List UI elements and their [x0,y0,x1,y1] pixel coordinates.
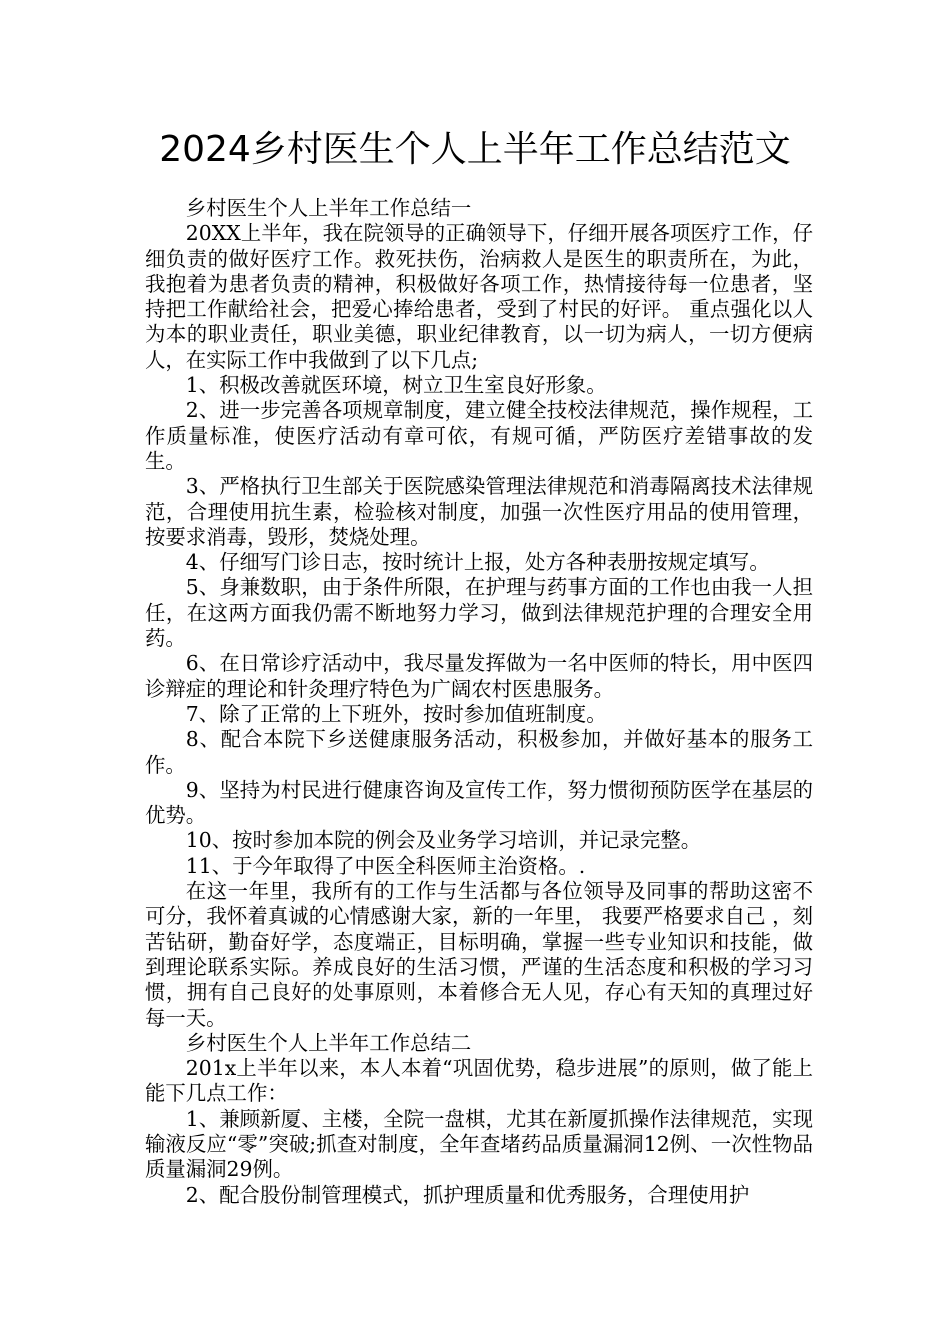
paragraph: 201x上半年以来，本人本着“巩固优势，稳步进展”的原则，做了能上能下几点工作： [145,1056,813,1106]
list-item: 8、配合本院下乡送健康服务活动，积极参加，并做好基本的服务工作。 [145,727,813,777]
list-item: 9、坚持为村民进行健康咨询及宣传工作，努力惯彻预防医学在基层的优势。 [145,777,813,828]
list-item: 4、仔细写门诊日志，按时统计上报，处方各种表册按规定填写。 [185,550,770,575]
list-item: 1、积极改善就医环境，树立卫生室良好形象。 [185,373,607,398]
list-item: 2、配合股份制管理模式，抓护理质量和优秀服务，合理使用护 [185,1182,750,1207]
list-item: 7、除了正常的上下班外，按时参加值班制度。 [185,701,607,726]
list-item: 5、身兼数职，由于条件所限，在护理与药事方面的工作也由我一人担任，在这两方面我仍需不断地努力学习，做到法律规范护理的合理安全用药。 [145,575,813,651]
paragraph: 在这一年里，我所有的工作与生活都与各位领导及同事的帮助这密不可分，我怀着真诚的心情感谢大家，新的一年里， 我要严格要求自己 ，刻苦钻研，勤奋好学，态度端正，目标明确，掌握一些专业知识和技能，做到理论联系实际。养成良好的生活习惯，严谨的生活态度和积极的学习习惯，拥有自己良好的处事原则，本着修合无人见，存心有天知的真理过好每一天。 [145,879,813,1030]
document-title: 2024乡村医生个人上半年工作总结范文 [159,129,791,170]
list-item: 1、兼顾新厦、主楼，全院一盘棋，尤其在新厦抓操作法律规范，实现输液反应“零”突破;抓查对制度，全年查堵药品质量漏洞12例、一次性物品质量漏洞29例。 [145,1106,813,1182]
section-heading: 乡村医生个人上半年工作总结二 [185,1030,472,1055]
list-item: 10、按时参加本院的例会及业务学习培训，并记录完整。 [185,828,702,853]
document-body [145,196,813,1208]
paragraph: 20XX上半年，我在院领导的正确领导下，仔细开展各项医疗工作，仔细负责的做好医疗工作。救死扶伤，治病救人是医生的职责所在，为此，我抱着为患者负责的精神，积极做好各项工作，热情接待每一位患者，坚持把工作献给社会，把爱心捧给患者，受到了村民的好评。 重点强化以人为本的职业责任，职业美德，职业纪律教育，以一切为病人，一切方便病人，在实际工作中我做到了以下几点; [145,221,813,372]
list-item: 2、进一步完善各项规章制度，建立健全技校法律规范，操作规程，工作质量标准，使医疗活动有章可依，有规可循，严防医疗差错事故的发生。 [145,398,813,473]
list-item: 11、于今年取得了中医全科医师主治资格。. [185,853,586,878]
section-heading: 乡村医生个人上半年工作总结一 [185,196,472,220]
list-item: 6、在日常诊疗活动中，我尽量发挥做为一名中医师的特长，用中医四诊辩症的理论和针灸理疗特色为广阔农村医患服务。 [145,651,813,701]
list-item: 3、严格执行卫生部关于医院感染管理法律规范和消毒隔离技术法律规范，合理使用抗生素，检验核对制度，加强一次性医疗用品的使用管理，按要求消毒，毁形，焚烧处理。 [145,474,813,549]
